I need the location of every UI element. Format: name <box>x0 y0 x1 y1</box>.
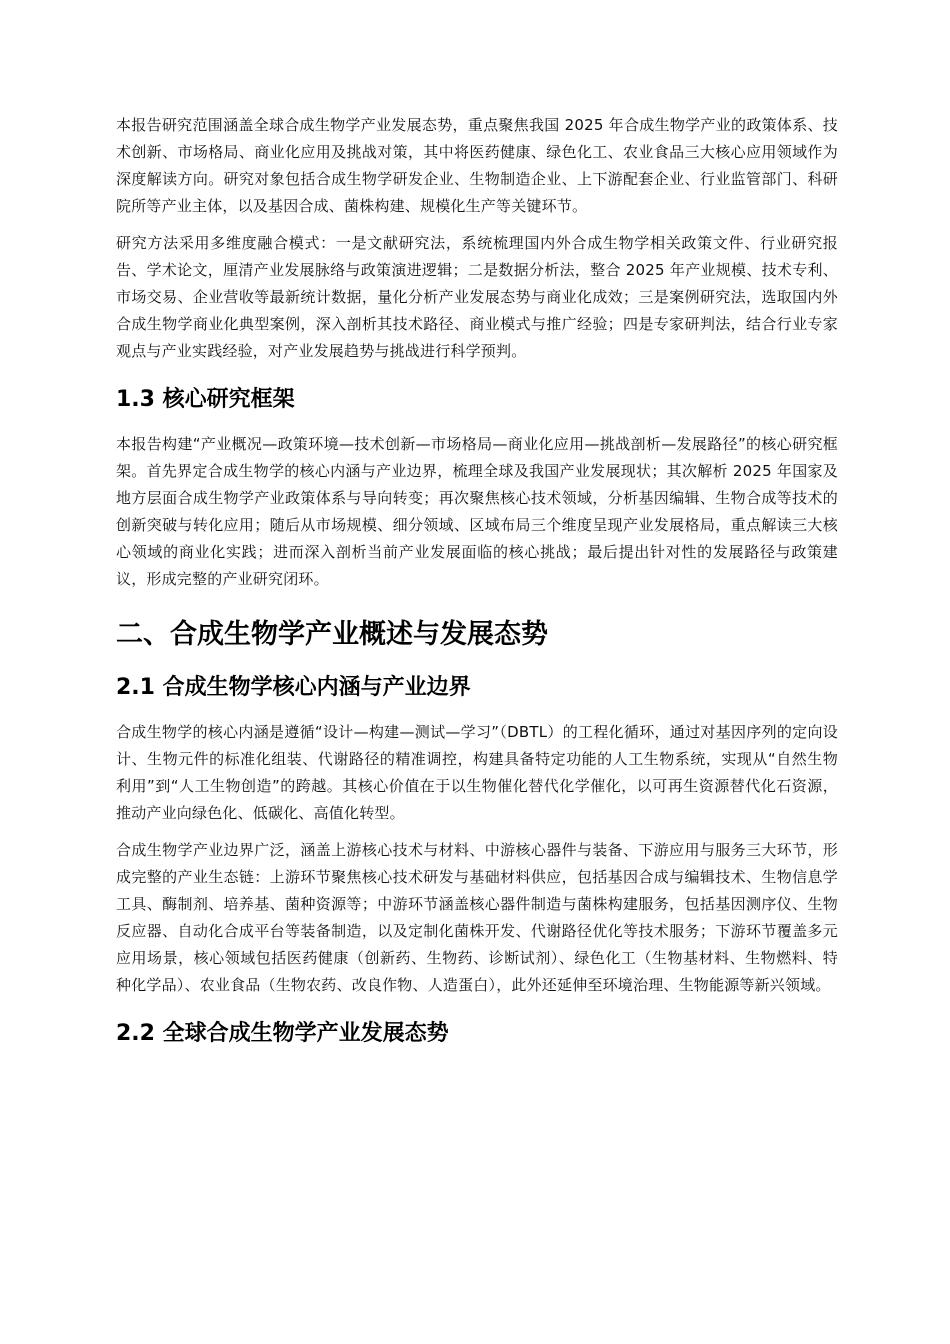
document-page <box>116 112 838 1065</box>
chapter-2-heading: 二、合成生物学产业概述与发展态势 <box>116 619 548 650</box>
section-2-2-heading: 2.2 全球合成生物学产业发展态势 <box>116 1021 449 1046</box>
intro-paragraph-scope: 本报告研究范围涵盖全球合成生物学产业发展态势，重点聚焦我国 2025 年合成生物学产业的政策体系、技术创新、市场格局、商业化应用及挑战对策，其中将医药健康、绿色化工、农业食品三大核心应用领域作为深度解读方向。研究对象包括合成生物学研发企业、生物制造企业、上下游配套企业、行业监管部门、科研院所等产业主体，以及基因合成、菌株构建、规模化生产等关键环节。 <box>116 116 838 215</box>
intro-paragraph-methods: 研究方法采用多维度融合模式：一是文献研究法，系统梳理国内外合成生物学相关政策文件、行业研究报告、学术论文，厘清产业发展脉络与政策演进逻辑；二是数据分析法，整合 2025 年产业规模、技术专利、市场交易、企业营收等最新统计数据，量化分析产业发展态势与商业化成效；三是案例研究法，选取国内外合成生物学商业化典型案例，深入剖析其技术路径、商业模式与推广经验；四是专家研判法，结合行业专家观点与产业实践经验，对产业发展趋势与挑战进行科学预判。 <box>116 234 838 360</box>
section-1-3-paragraph: 本报告构建“产业概况—政策环境—技术创新—市场格局—商业化应用—挑战剖析—发展路径”的核心研究框架。首先界定合成生物学的核心内涵与产业边界，梳理全球及我国产业发展现状；其次解析 2025 年国家及地方层面合成生物学产业政策体系与导向转变；再次聚焦核心技术领域，分析基因编辑、生物合成等技术的创新突破与转化应用；随后从市场规模、细分领域、区域布局三个维度呈现产业发展格局，重点解读三大核心领域的商业化实践；进而深入剖析当前产业发展面临的核心挑战；最后提出针对性的发展路径与政策建议，形成完整的产业研究闭环。 <box>116 435 838 588</box>
section-2-1-paragraph-core: 合成生物学的核心内涵是遵循“设计—构建—测试—学习”（DBTL）的工程化循环，通过对基因序列的定向设计、生物元件的标准化组装、代谢路径的精准调控，构建具备特定功能的人工生物系统，实现从“自然生物利用”到“人工生物创造”的跨越。其核心价值在于以生物催化替代化学催化，以可再生资源替代化石资源，推动产业向绿色化、低碳化、高值化转型。 <box>116 723 838 822</box>
section-2-1-paragraph-boundary: 合成生物学产业边界广泛，涵盖上游核心技术与材料、中游核心器件与装备、下游应用与服务三大环节，形成完整的产业生态链：上游环节聚焦核心技术研发与基础材料供应，包括基因合成与编辑技术、生物信息学工具、酶制剂、培养基、菌种资源等；中游环节涵盖核心器件制造与菌株构建服务，包括基因测序仪、生物反应器、自动化合成平台等装备制造，以及定制化菌株开发、代谢路径优化等技术服务；下游环节覆盖多元应用场景，核心领域包括医药健康（创新药、生物药、诊断试剂）、绿色化工（生物基材料、生物燃料、特种化学品）、农业食品（生物农药、改良作物、人造蛋白），此外还延伸至环境治理、生物能源等新兴领域。 <box>116 841 838 994</box>
section-1-3-heading: 1.3 核心研究框架 <box>116 387 295 412</box>
section-2-1-heading: 2.1 合成生物学核心内涵与产业边界 <box>116 675 471 700</box>
